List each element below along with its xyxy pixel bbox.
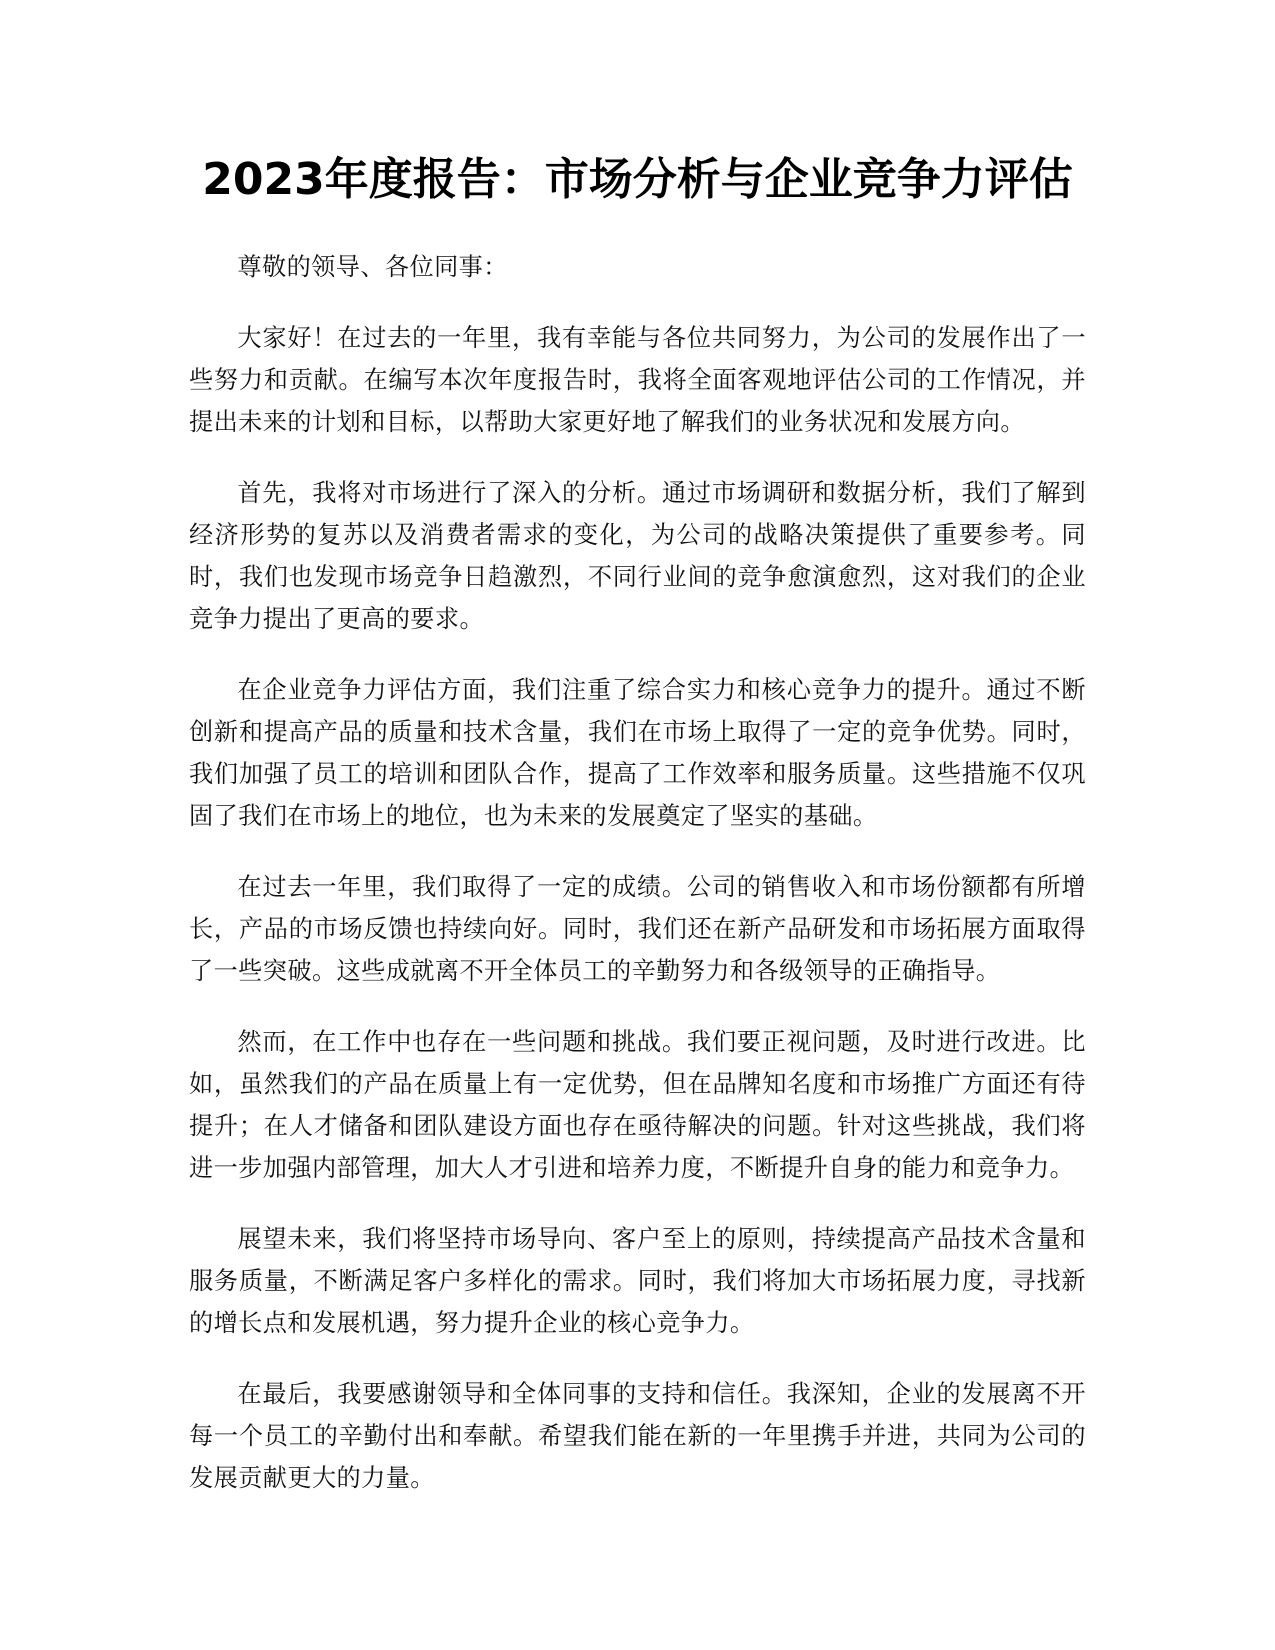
paragraph-achievements: 在过去一年里，我们取得了一定的成绩。公司的销售收入和市场份额都有所增长，产品的市场反馈也持续向好。同时，我们还在新产品研发和市场拓展方面取得了一些突破。这些成就离不开全体员工的辛勤努力和各级领导的正确指导。 [189, 873, 1086, 985]
paragraph-market-analysis: 首先，我将对市场进行了深入的分析。通过市场调研和数据分析，我们了解到经济形势的复苏以及消费者需求的变化，为公司的战略决策提供了重要参考。同时，我们也发现市场竞争日趋激烈，不同行业间的竞争愈演愈烈，这对我们的企业竞争力提出了更高的要求。 [189, 479, 1086, 633]
document-body [189, 246, 1086, 1528]
paragraph-closing: 在最后，我要感谢领导和全体同事的支持和信任。我深知，企业的发展离不开每一个员工的辛勤付出和奉献。希望我们能在新的一年里携手并进，共同为公司的发展贡献更大的力量。 [189, 1380, 1086, 1492]
paragraph-greeting: 大家好！在过去的一年里，我有幸能与各位共同努力，为公司的发展作出了一些努力和贡献。在编写本次年度报告时，我将全面客观地评估公司的工作情况，并提出未来的计划和目标，以帮助大家更好地了解我们的业务状况和发展方向。 [189, 324, 1086, 436]
paragraph-outlook: 展望未来，我们将坚持市场导向、客户至上的原则，持续提高产品技术含量和服务质量，不断满足客户多样化的需求。同时，我们将加大市场拓展力度，寻找新的增长点和发展机遇，努力提升企业的核心竞争力。 [189, 1225, 1086, 1337]
paragraph-competitiveness: 在企业竞争力评估方面，我们注重了综合实力和核心竞争力的提升。通过不断创新和提高产品的质量和技术含量，我们在市场上取得了一定的竞争优势。同时，我们加强了员工的培训和团队合作，提高了工作效率和服务质量。这些措施不仅巩固了我们在市场上的地位，也为未来的发展奠定了坚实的基础。 [189, 676, 1086, 830]
document-title: 2023年度报告：市场分析与企业竞争力评估 [202, 154, 1073, 205]
paragraph-challenges: 然而，在工作中也存在一些问题和挑战。我们要正视问题，及时进行改进。比如，虽然我们的产品在质量上有一定优势，但在品牌知名度和市场推广方面还有待提升；在人才储备和团队建设方面也存在亟待解决的问题。针对这些挑战，我们将进一步加强内部管理，加大人才引进和培养力度，不断提升自身的能力和竞争力。 [189, 1028, 1086, 1182]
salutation: 尊敬的领导、各位同事： [237, 253, 508, 281]
